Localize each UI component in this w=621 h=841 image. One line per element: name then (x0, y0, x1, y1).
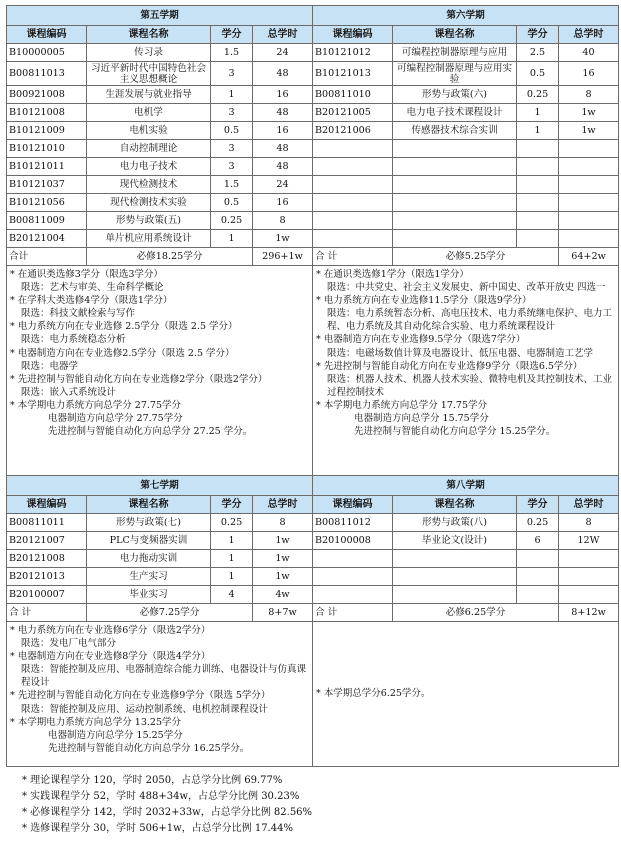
note-line: 限选：智能控制及应用、运动控制系统、电机控制课程设计 (21, 703, 269, 715)
note-line: * 先进控制与智能自动化方向在专业选修2学分（限选2学分） (10, 373, 268, 385)
course-hours: 1w (559, 122, 619, 140)
course-credit: 1 (211, 568, 253, 586)
summary-line: * 实践课程学分 52，学时 488+34w，占总学分比例 30.23% (22, 791, 300, 802)
semester-5-6-table (6, 5, 619, 476)
note-line: * 本学期总学分6.25学分。 (316, 688, 431, 700)
course-hours: 1w (559, 104, 619, 122)
note-line: * 先进控制与智能自动化方向在专业选修9学分（限选6.5学分） (316, 360, 583, 372)
course-name: 现代检测技术 (87, 176, 211, 194)
course-hours: 1w (253, 550, 313, 568)
empty-cell (559, 212, 619, 230)
course-code: B10121056 (7, 194, 87, 212)
course-name: 单片机应用系统设计 (87, 230, 211, 248)
course-name: 形势与政策(五) (87, 212, 211, 230)
empty-cell (559, 550, 619, 568)
course-name: PLC与变频器实训 (87, 532, 211, 550)
semester-8-title: 第八学期 (313, 476, 619, 496)
course-credit: 3 (211, 62, 253, 86)
course-name: 生产实习 (87, 568, 211, 586)
col-header-credit: 学分 (517, 26, 559, 44)
course-code: B20100008 (313, 532, 393, 550)
semester-5-title: 第五学期 (7, 6, 313, 26)
empty-cell (393, 158, 517, 176)
col-header-code: 课程编码 (7, 26, 87, 44)
course-code: B00811009 (7, 212, 87, 230)
semester-7-notes (7, 622, 313, 767)
empty-cell (517, 212, 559, 230)
course-code: B20121007 (7, 532, 87, 550)
note-line: 限选：中共党史、社会主义发展史、新中国史、改革开放史 四选一 (327, 282, 606, 294)
course-hours: 8 (253, 514, 313, 532)
empty-cell (313, 194, 393, 212)
note-line: * 在通识类选修3学分（限选3学分） (10, 269, 163, 280)
note-line: * 电力系统方向在专业选修11.5学分（限选9学分） (316, 295, 532, 307)
col-header-name: 课程名称 (87, 26, 211, 44)
empty-cell (517, 230, 559, 248)
course-credit: 0.25 (517, 514, 559, 532)
course-credit: 1.5 (211, 176, 253, 194)
course-code: B00811011 (7, 514, 87, 532)
col-header-name: 课程名称 (393, 26, 517, 44)
course-hours: 1w (253, 568, 313, 586)
course-code: B00811013 (7, 62, 87, 86)
note-line: * 本学期电力系统方向总学分 13.25学分 (10, 716, 181, 728)
course-hours: 48 (253, 62, 313, 86)
course-credit: 3 (211, 158, 253, 176)
note-line: 限选：电力系统暂态分析、高电压技术、电力系统继电保护、电力工程、电力系统及其自动化综合实验、电力系统课程设计 (327, 308, 613, 333)
empty-cell (559, 230, 619, 248)
course-name: 可编程控制器原理与应用实验 (393, 62, 517, 86)
empty-cell (313, 140, 393, 158)
note-line: * 电器制造方向在专业选修9.5学分（限选7学分） (316, 334, 526, 346)
empty-cell (559, 194, 619, 212)
course-hours: 16 (253, 122, 313, 140)
course-credit: 0.25 (517, 86, 559, 104)
course-name: 传习录 (87, 44, 211, 62)
course-credit: 1.5 (211, 44, 253, 62)
col-header-code: 课程编码 (7, 496, 87, 514)
empty-cell (393, 176, 517, 194)
note-line: * 本学期电力系统方向总学分 17.75学分 (316, 399, 487, 411)
course-credit: 1 (211, 532, 253, 550)
course-hours: 16 (253, 86, 313, 104)
empty-cell (393, 230, 517, 248)
empty-cell (517, 550, 559, 568)
note-line: 电器制造方向总学分 15.25学分 (48, 729, 183, 741)
course-hours: 48 (253, 158, 313, 176)
course-name: 电力电子技术 (87, 158, 211, 176)
course-hours: 8 (559, 86, 619, 104)
note-line: 先进控制与智能自动化方向总学分 16.25学分。 (48, 742, 250, 754)
course-code: B10121009 (7, 122, 87, 140)
course-credit: 1 (517, 104, 559, 122)
empty-cell (559, 586, 619, 604)
note-line: 限选：发电厂电气部分 (21, 638, 117, 650)
empty-cell (559, 158, 619, 176)
total-required: 必修7.25学分 (87, 604, 253, 622)
empty-cell (313, 176, 393, 194)
course-code: B10121008 (7, 104, 87, 122)
note-line: 电器制造方向总学分 27.75学分 (48, 413, 183, 425)
course-code: B10121012 (313, 44, 393, 62)
total-required: 必修18.25学分 (87, 248, 253, 266)
course-code: B20121013 (7, 568, 87, 586)
empty-cell (393, 194, 517, 212)
note-line: 限选：机器人技术、机器人技术实验、微特电机及其控制技术、工业过程控制技术 (327, 373, 613, 398)
note-line: 限选：电力系统稳态分析 (21, 334, 126, 346)
note-line: 电器制造方向总学分 15.75学分 (354, 413, 489, 425)
course-credit: 4 (211, 586, 253, 604)
col-header-credit: 学分 (517, 496, 559, 514)
course-name: 形势与政策(六) (393, 86, 517, 104)
semester-5-notes (7, 266, 313, 476)
note-line: * 电器制造方向在专业选修8学分（限选4学分） (10, 651, 211, 663)
note-line: * 本学期电力系统方向总学分 27.75学分 (10, 399, 181, 411)
empty-cell (313, 158, 393, 176)
course-name: 生涯发展与就业指导 (87, 86, 211, 104)
course-hours: 16 (559, 62, 619, 86)
course-code: B00811012 (313, 514, 393, 532)
semester-6-notes (313, 266, 619, 476)
course-code: B10121013 (313, 62, 393, 86)
empty-cell (313, 212, 393, 230)
course-name: 习近平新时代中国特色社会主义思想概论 (87, 62, 211, 86)
course-code: B20121006 (313, 122, 393, 140)
note-line: 限选：智能控制及应用、电器制造综合能力训练、电器设计与仿真课程设计 (21, 664, 307, 689)
course-hours: 1w (253, 230, 313, 248)
course-code: B20121005 (313, 104, 393, 122)
col-header-code: 课程编码 (313, 496, 393, 514)
note-line: 限选：电磁场数值计算及电器设计、低压电器、电器制造工艺学 (327, 347, 594, 359)
course-credit: 0.5 (211, 122, 253, 140)
course-code: B10121010 (7, 140, 87, 158)
course-hours: 48 (253, 104, 313, 122)
course-name: 可编程控制器原理与应用 (393, 44, 517, 62)
note-line: * 在学科大类选修4学分（限选1学分） (10, 295, 173, 307)
col-header-hours: 总学时 (253, 496, 313, 514)
course-name: 电机实验 (87, 122, 211, 140)
course-credit: 0.25 (211, 212, 253, 230)
col-header-name: 课程名称 (87, 496, 211, 514)
credit-summary (22, 773, 582, 837)
course-name: 自动控制理论 (87, 140, 211, 158)
course-hours: 40 (559, 44, 619, 62)
note-line: * 电力系统方向在专业选修6学分（限选2学分） (10, 625, 211, 636)
summary-line: * 必修课程学分 142，学时 2032+33w，占总学分比例 82.56% (22, 807, 313, 818)
note-line: 先进控制与智能自动化方向总学分 15.25学分。 (354, 426, 556, 438)
summary-line: * 选修课程学分 30，学时 506+1w，占总学分比例 17.44% (22, 823, 293, 834)
col-header-credit: 学分 (211, 26, 253, 44)
total-hours: 64+2w (559, 248, 619, 266)
course-code: B20121004 (7, 230, 87, 248)
col-header-name: 课程名称 (393, 496, 517, 514)
course-credit: 1 (211, 86, 253, 104)
course-name: 形势与政策(八) (393, 514, 517, 532)
course-hours: 12W (559, 532, 619, 550)
empty-cell (313, 230, 393, 248)
col-header-hours: 总学时 (559, 26, 619, 44)
course-hours: 4w (253, 586, 313, 604)
course-hours: 1w (253, 532, 313, 550)
course-credit: 3 (211, 140, 253, 158)
total-hours: 296+1w (253, 248, 313, 266)
course-code: B00921008 (7, 86, 87, 104)
course-credit: 1 (517, 122, 559, 140)
empty-cell (517, 140, 559, 158)
note-line: 限选：嵌入式系统设计 (21, 386, 117, 398)
col-header-hours: 总学时 (559, 496, 619, 514)
empty-cell (559, 140, 619, 158)
col-header-hours: 总学时 (253, 26, 313, 44)
course-hours: 24 (253, 176, 313, 194)
empty-cell (393, 212, 517, 230)
empty-cell (559, 176, 619, 194)
total-hours: 8+12w (559, 604, 619, 622)
course-hours: 8 (559, 514, 619, 532)
course-code: B20100007 (7, 586, 87, 604)
empty-cell (517, 586, 559, 604)
empty-cell (393, 568, 517, 586)
course-credit: 1 (211, 550, 253, 568)
course-credit: 0.25 (211, 514, 253, 532)
note-line: * 先进控制与智能自动化方向在专业选修9学分（限选 5学分） (10, 690, 271, 702)
col-header-code: 课程编码 (313, 26, 393, 44)
course-credit: 0.5 (211, 194, 253, 212)
course-name: 传感器技术综合实训 (393, 122, 517, 140)
summary-line: * 理论课程学分 120，学时 2050，占总学分比例 69.77% (22, 775, 283, 786)
total-label: 合 计 (7, 604, 87, 622)
semester-6-title: 第六学期 (313, 6, 619, 26)
semester-7-8-table (6, 475, 619, 767)
course-code: B10121037 (7, 176, 87, 194)
course-code: B20121008 (7, 550, 87, 568)
total-label: 合计 (7, 248, 87, 266)
semester-8-notes (313, 622, 619, 767)
empty-cell (559, 568, 619, 586)
course-credit: 1 (211, 230, 253, 248)
empty-cell (313, 568, 393, 586)
empty-cell (517, 568, 559, 586)
total-required: 必修6.25学分 (393, 604, 559, 622)
course-name: 电机学 (87, 104, 211, 122)
note-line: * 电器制造方向在专业选修2.5学分（限选 2.5 学分） (10, 347, 235, 359)
total-hours: 8+7w (253, 604, 313, 622)
note-line: * 电力系统方向在专业选修 2.5学分（限选 2.5 学分） (10, 321, 238, 333)
note-line: 限选：艺术与审美、生命科学概论 (21, 282, 164, 294)
empty-cell (393, 586, 517, 604)
empty-cell (517, 176, 559, 194)
total-label: 合 计 (313, 248, 393, 266)
empty-cell (517, 158, 559, 176)
curriculum-sheet (6, 5, 618, 767)
course-code: B10000005 (7, 44, 87, 62)
course-hours: 16 (253, 194, 313, 212)
course-credit: 0.5 (517, 62, 559, 86)
total-required: 必修5.25学分 (393, 248, 559, 266)
course-name: 电力电子技术课程设计 (393, 104, 517, 122)
empty-cell (517, 194, 559, 212)
empty-cell (393, 550, 517, 568)
empty-cell (393, 140, 517, 158)
course-code: B10121011 (7, 158, 87, 176)
course-name: 电力拖动实训 (87, 550, 211, 568)
col-header-credit: 学分 (211, 496, 253, 514)
course-hours: 48 (253, 140, 313, 158)
total-label: 合 计 (313, 604, 393, 622)
course-hours: 8 (253, 212, 313, 230)
course-code: B00811010 (313, 86, 393, 104)
empty-cell (313, 586, 393, 604)
empty-cell (313, 550, 393, 568)
note-line: 限选：电器学 (21, 360, 79, 372)
course-credit: 6 (517, 532, 559, 550)
note-line: * 在通识类选修1学分（限选1学分） (316, 269, 469, 280)
course-name: 毕业论文(设计) (393, 532, 517, 550)
course-hours: 24 (253, 44, 313, 62)
course-name: 形势与政策(七) (87, 514, 211, 532)
course-name: 现代检测技术实验 (87, 194, 211, 212)
course-name: 毕业实习 (87, 586, 211, 604)
note-line: 限选：科技文献检索与写作 (21, 308, 136, 320)
course-credit: 2.5 (517, 44, 559, 62)
course-credit: 3 (211, 104, 253, 122)
semester-7-title: 第七学期 (7, 476, 313, 496)
note-line: 先进控制与智能自动化方向总学分 27.25 学分。 (48, 426, 253, 438)
